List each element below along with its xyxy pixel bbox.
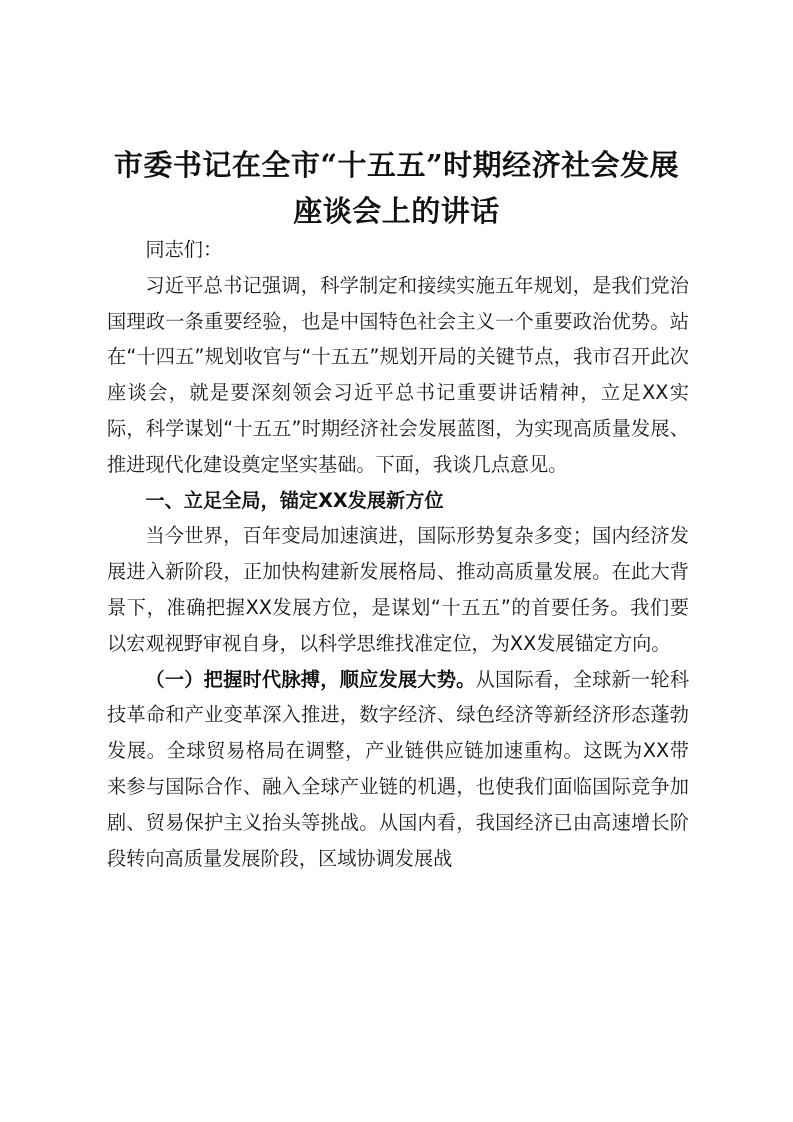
- intro-paragraph: 习近平总书记强调，科学制定和接续实施五年规划，是我们党治国理政一条重要经验，也是中国特色社会主义一个重要政治优势。站在“十四五”规划收官与“十五五”规划开局的关键节点，我市召开此次座谈会，就是要深刻领会习近平总书记重要讲话精神，立足XX实际，科学谋划“十五五”时期经济社会发展蓝图，为实现高质量发展、推进现代化建设奠定坚实基础。下面，我谈几点意见。: [107, 273, 689, 476]
- document-body: [107, 232, 689, 876]
- title-line-2: 座谈会上的讲话: [293, 194, 500, 228]
- subsection-1-lead: （一）把握时代脉搏，顺应发展大势。: [145, 667, 476, 691]
- section-1-paragraph: 当今世界，百年变局加速演进，国际形势复杂多变；国内经济发展进入新阶段，正加快构建新发展格局、推动高质量发展。在此大背景下，准确把握XX发展方位，是谋划“十五五”的首要任务。我们要以宏观视野审视自身，以科学思维找准定位，为XX发展锚定方向。: [107, 524, 689, 655]
- document-title: [80, 142, 713, 234]
- section-1-heading: 一、立足全局，锚定XX发展新方位: [145, 488, 444, 512]
- subsection-1-paragraph: [107, 662, 689, 877]
- title-line-1: 市委书记在全市“十五五”时期经济社会发展: [113, 148, 680, 182]
- greeting: 同志们：: [145, 238, 223, 261]
- subsection-1-text: 从国际看，全球新一轮科技革命和产业变革深入推进，数字经济、绿色经济等新经济形态蓬勃发展。全球贸易格局在调整，产业链供应链加速重构。这既为XX带来参与国际合作、融入全球产业链的机遇，也使我们面临国际竞争加剧、贸易保护主义抬头等挑战。从国内看，我国经济已由高速增长阶段转向高质量发展阶段，区域协调发展战: [107, 667, 690, 870]
